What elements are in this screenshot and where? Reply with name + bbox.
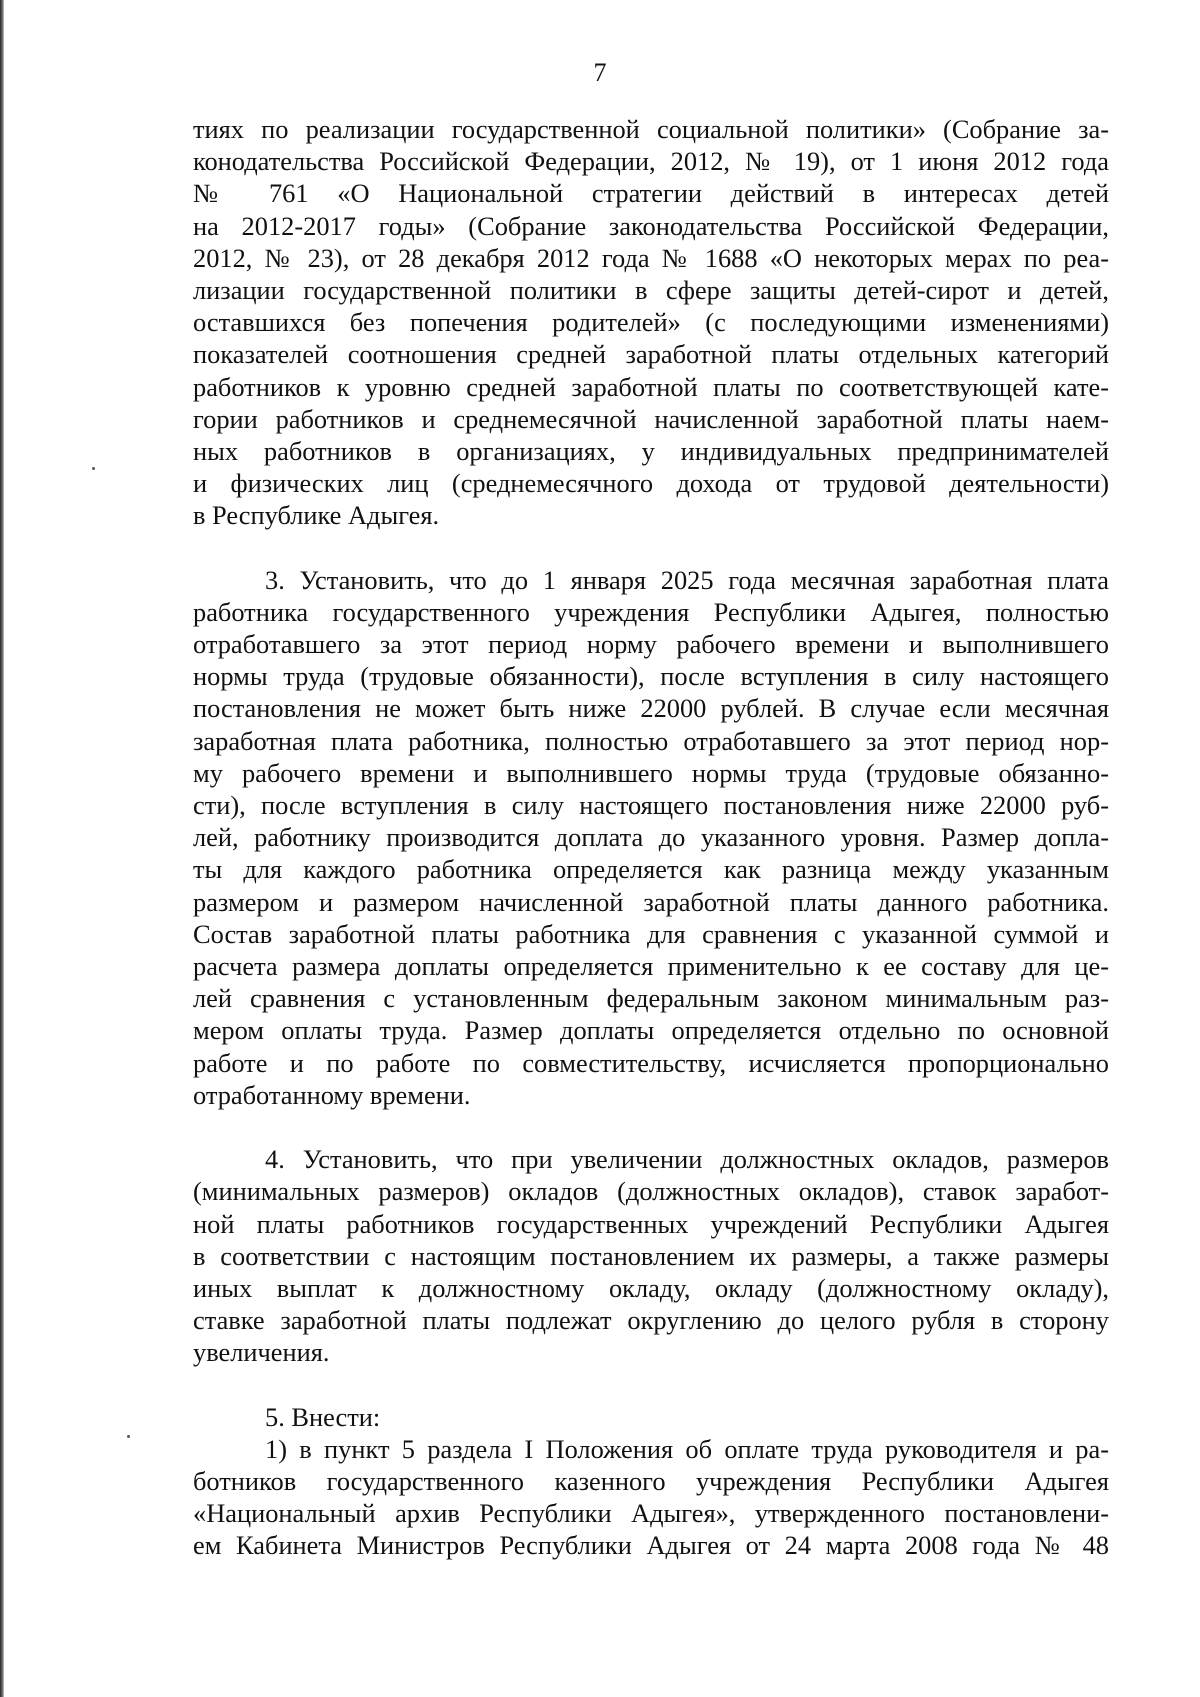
text-line: отработанному времени. — [193, 1079, 471, 1110]
text-line: и физических лиц (среднемесячного дохода от трудовой деятельности) — [193, 468, 1109, 499]
text-line: заработная плата работника, полностью отработавшего за этот период нор- — [193, 725, 1109, 756]
text-line: работе и по работе по совместительству, исчисляется пропорционально — [193, 1047, 1109, 1078]
text-line: ных работников в организациях, у индивидуальных предпринимателей — [193, 436, 1109, 467]
text-line: 4. Установить, что при увеличении должностных окладов, размеров — [265, 1144, 1109, 1175]
text-line: отработавшего за этот период норму рабочего времени и выполнившего — [193, 629, 1109, 660]
scan-speck — [127, 1435, 130, 1438]
text-line: гории работников и среднемесячной начисленной заработной платы наем- — [193, 403, 1109, 434]
text-line: 3. Установить, что до 1 января 2025 года месячная заработная плата — [265, 564, 1109, 595]
text-line: нормы труда (трудовые обязанности), после вступления в силу настоящего — [193, 661, 1109, 692]
text-line: лей, работнику производится доплата до указанного уровня. Размер допла- — [193, 822, 1109, 853]
text-line: мером оплаты труда. Размер доплаты определяется отдельно по основной — [193, 1015, 1109, 1046]
text-line: сти), после вступления в силу настоящего постановления ниже 22000 руб- — [193, 790, 1109, 821]
text-line: лей сравнения с установленным федеральным законом минимальным раз- — [193, 983, 1109, 1014]
scan-speck — [92, 467, 95, 470]
text-line: в Республике Адыгея. — [193, 500, 440, 531]
document-body — [193, 113, 1109, 1562]
text-line: расчета размера доплаты определяется применительно к ее составу для це- — [193, 951, 1109, 982]
text-line: (минимальных размеров) окладов (должностных окладов), ставок заработ- — [193, 1176, 1109, 1207]
text-line: 2012, № 23), от 28 декабря 2012 года № 1688 «О некоторых мерах по реа- — [193, 242, 1109, 273]
text-line: конодательства Российской Федерации, 2012, № 19), от 1 июня 2012 года — [193, 146, 1109, 177]
text-line: лизации государственной политики в сфере защиты детей-сирот и детей, — [193, 275, 1109, 306]
text-line: оставшихся без попечения родителей» (с последующими изменениями) — [193, 307, 1109, 338]
text-line: ем Кабинета Министров Республики Адыгея от 24 марта 2008 года № 48 — [193, 1530, 1109, 1561]
text-line: № 761 «О Национальной стратегии действий в интересах детей — [193, 178, 1109, 209]
page-number: 7 — [593, 58, 607, 87]
scan-edge — [0, 0, 4, 1697]
text-line: ной платы работников государственных учреждений Республики Адыгея — [193, 1208, 1109, 1239]
text-line: Состав заработной платы работника для сравнения с указанной суммой и — [193, 918, 1109, 949]
paragraph-continuation — [193, 113, 1109, 532]
text-line: 5. Внести: — [265, 1401, 381, 1432]
text-line: в соответствии с настоящим постановлением их размеры, а также размеры — [193, 1240, 1109, 1271]
text-line: ты для каждого работника определяется как разница между указанным — [193, 854, 1109, 885]
text-line: ставке заработной платы подлежат округлению до целого рубля в сторону — [193, 1305, 1109, 1336]
text-line: работников к уровню средней заработной платы по соответствующей кате- — [193, 371, 1109, 402]
text-line: му рабочего времени и выполнившего нормы труда (трудовые обязанно- — [193, 757, 1109, 788]
text-line: 1) в пункт 5 раздела I Положения об оплате труда руководителя и ра- — [265, 1433, 1109, 1464]
text-line: постановления не может быть ниже 22000 рублей. В случае если месячная — [193, 693, 1109, 724]
paragraph-3 — [193, 564, 1109, 1111]
text-line: ботников государственного казенного учреждения Республики Адыгея — [193, 1465, 1109, 1496]
text-line: увеличения. — [193, 1337, 330, 1368]
text-line: показателей соотношения средней заработной платы отдельных категорий — [193, 339, 1109, 370]
paragraph-4 — [193, 1143, 1109, 1368]
text-line: на 2012-2017 годы» (Собрание законодательства Российской Федерации, — [193, 210, 1109, 241]
text-line: «Национальный архив Республики Адыгея», утвержденного постановлени- — [193, 1498, 1109, 1529]
text-line: работника государственного учреждения Республики Адыгея, полностью — [193, 596, 1109, 627]
text-line: размером и размером начисленной заработной платы данного работника. — [193, 886, 1109, 917]
text-line: иных выплат к должностному окладу, окладу (должностному окладу), — [193, 1272, 1109, 1303]
paragraph-5 — [193, 1401, 1109, 1562]
text-line: тиях по реализации государственной социальной политики» (Собрание за- — [193, 114, 1109, 144]
